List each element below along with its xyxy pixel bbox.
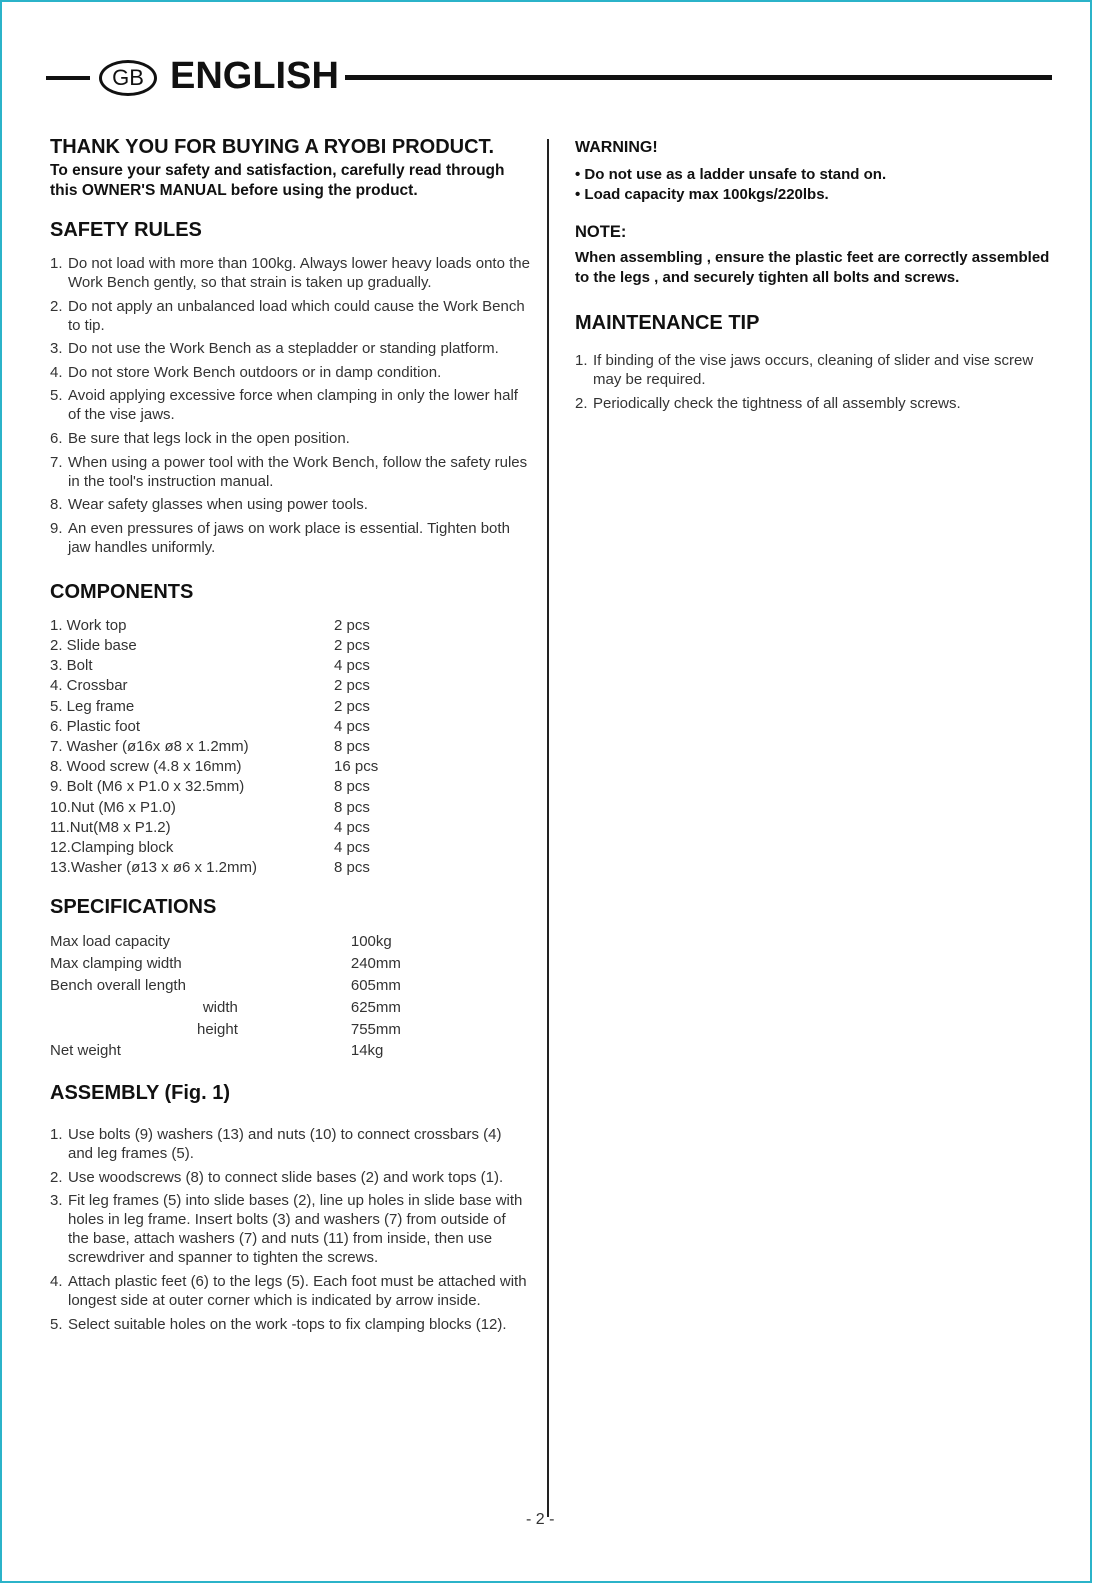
table-row: 4. Crossbar 2 pcs	[50, 677, 370, 695]
list-item: 4. Attach plastic feet (6) to the legs (5). Each foot must be attached with longest side at outer corner which is indicated by arrow inside.	[50, 1272, 527, 1309]
list-item: 1. Do not load with more than 100kg. Always lower heavy loads onto the Work Bench gently, so that strain is taken up gradually.	[50, 255, 530, 291]
column-divider	[547, 139, 549, 1517]
list-item: 7. When using a power tool with the Work Bench, follow the safety rules in the tool's instruction manual.	[50, 453, 528, 490]
table-row: 3. Bolt 4 pcs	[50, 657, 370, 675]
page-number: - 2 -	[526, 1511, 555, 1528]
assembly-list	[50, 1125, 530, 1333]
table-row: Bench overall length 605mm	[50, 976, 401, 994]
table-row: 12.Clamping block 4 pcs	[50, 838, 370, 856]
table-row: 5. Leg frame 2 pcs	[50, 697, 370, 715]
list-item: 9. An even pressures of jaws on work place is essential. Tighten both jaw handles uniformly.	[50, 519, 510, 556]
components-table	[50, 616, 378, 879]
list-item: 1. Use bolts (9) washers (13) and nuts (10) to connect crossbars (4) and leg frames (5).	[50, 1126, 502, 1163]
table-row: 8. Wood screw (4.8 x 16mm) 16 pcs	[50, 758, 379, 776]
note-title: NOTE:	[575, 223, 627, 241]
right-column	[575, 139, 1050, 417]
header-rule-left	[46, 76, 90, 80]
specifications-table	[50, 931, 401, 1062]
table-row: Max load capacity 100kg	[50, 933, 392, 951]
list-item: 5. Avoid applying excessive force when clamping in only the lower half of the vise jaws.	[50, 387, 518, 424]
safety-rules-heading: SAFETY RULES	[50, 219, 202, 241]
intro-text: To ensure your safety and satisfaction, carefully read through this OWNER'S MANUAL before using the product.	[50, 162, 505, 199]
table-row: 10.Nut (M6 x P1.0) 8 pcs	[50, 798, 370, 816]
assembly-heading: ASSEMBLY (Fig. 1)	[50, 1082, 231, 1105]
header-rule-right	[345, 75, 1052, 80]
table-row: height 755mm	[197, 1020, 401, 1038]
note-text: When assembling , ensure the plastic feet are correctly assembled to the legs , and securely tighten all bolts and screws.	[575, 249, 1050, 286]
list-item: 3. Do not use the Work Bench as a stepladder or standing platform.	[50, 340, 499, 358]
maintenance-list	[575, 351, 1050, 413]
list-item: 8. Wear safety glasses when using power tools.	[50, 496, 368, 514]
warning-title: WARNING!	[575, 139, 658, 156]
language-title: ENGLISH	[170, 55, 339, 97]
table-row: 7. Washer (ø16x ø8 x 1.2mm) 8 pcs	[50, 737, 370, 755]
table-row: 11.Nut(M8 x P1.2) 4 pcs	[50, 818, 370, 836]
safety-rules-list	[50, 254, 530, 557]
list-item: 2. Periodically check the tightness of all assembly screws.	[575, 394, 961, 412]
table-row: Net weight 14kg	[50, 1042, 384, 1060]
list-item: 5. Select suitable holes on the work -tops to fix clamping blocks (12).	[50, 1315, 507, 1333]
list-item: 2. Use woodscrews (8) to connect slide bases (2) and work tops (1).	[50, 1168, 504, 1186]
warning-list	[575, 165, 1050, 205]
table-row: 1. Work top 2 pcs	[50, 616, 370, 634]
table-row: 13.Washer (ø13 x ø6 x 1.2mm) 8 pcs	[50, 859, 370, 877]
list-item: • Load capacity max 100kgs/220lbs.	[575, 186, 829, 203]
intro-title: THANK YOU FOR BUYING A RYOBI PRODUCT.	[50, 136, 495, 158]
list-item: • Do not use as a ladder unsafe to stand on.	[575, 166, 887, 183]
table-row: 6. Plastic foot 4 pcs	[50, 717, 370, 735]
maintenance-heading: MAINTENANCE TIP	[575, 312, 760, 334]
list-item: 1. If binding of the vise jaws occurs, cleaning of slider and vise screw may be required.	[575, 352, 1034, 388]
table-row: 2. Slide base 2 pcs	[50, 636, 370, 654]
table-row: width 625mm	[202, 998, 401, 1016]
left-column	[50, 136, 530, 1338]
list-item: 6. Be sure that legs lock in the open position.	[50, 429, 350, 447]
list-item: 3. Fit leg frames (5) into slide bases (2), line up holes in slide base with holes in leg frame. Insert bolts (3) and washers (7) from outside of the base, attach washers (7) and nuts (11) from inside, then use screwdriver and spanner to tighten the screws.	[50, 1192, 523, 1267]
table-row: 9. Bolt (M6 x P1.0 x 32.5mm) 8 pcs	[50, 778, 370, 796]
specifications-heading: SPECIFICATIONS	[50, 896, 217, 919]
table-row: Max clamping width 240mm	[50, 955, 401, 973]
language-badge: GB	[99, 60, 157, 96]
list-item: 4. Do not store Work Bench outdoors or in damp condition.	[50, 363, 442, 381]
list-item: 2. Do not apply an unbalanced load which could cause the Work Bench to tip.	[50, 297, 525, 334]
components-heading: COMPONENTS	[50, 580, 194, 603]
